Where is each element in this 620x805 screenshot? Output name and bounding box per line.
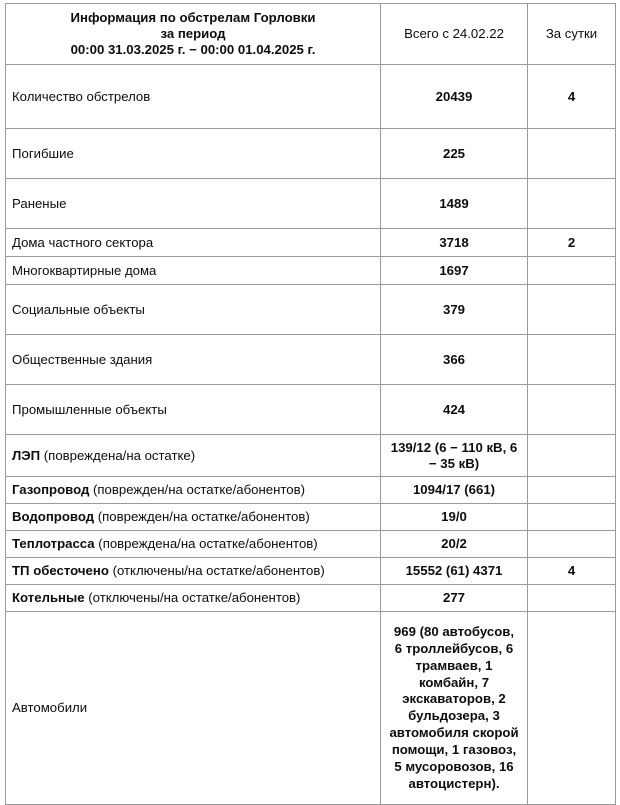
row-total-value: 379 [381, 285, 528, 335]
row-label: Промышленные объекты [6, 385, 381, 435]
table-row [6, 531, 616, 558]
row-total-value: 1094/17 (661) [381, 477, 528, 504]
header-title-line-1: Информация по обстрелам Горловки [70, 10, 316, 25]
row-per-day-value [528, 129, 616, 179]
table-row [6, 504, 616, 531]
row-label: Автомобили [6, 612, 381, 805]
row-label-qualifier: (повреждeн/на остатке/абонентов) [89, 482, 306, 498]
row-per-day-value: 4 [528, 65, 616, 129]
row-label [6, 504, 381, 531]
row-total-value: 3718 [381, 229, 528, 257]
row-per-day-value [528, 285, 616, 335]
row-label-qualifier: (отключены/на остатке/абонентов) [108, 563, 325, 579]
row-per-day-value [528, 612, 616, 805]
row-total-value: 19/0 [381, 504, 528, 531]
row-label-term: ТП обесточено [12, 563, 109, 579]
row-label: Погибшие [6, 129, 381, 179]
row-label-term: Газопровод [12, 482, 90, 498]
shelling-statistics-table [5, 3, 616, 805]
table-header-row [6, 4, 616, 65]
row-label: Дома частного сектора [6, 229, 381, 257]
table-row [6, 335, 616, 385]
row-label [6, 531, 381, 558]
header-title-line-2: за период [160, 26, 226, 42]
row-label-term: Водопровод [12, 509, 95, 525]
table-row [6, 229, 616, 257]
table-row [6, 477, 616, 504]
row-label [6, 558, 381, 585]
table-row [6, 385, 616, 435]
row-label: Количество обстрелов [6, 65, 381, 129]
row-per-day-value [528, 435, 616, 477]
row-total-value: 366 [381, 335, 528, 385]
header-total-column: Всего с 24.02.22 [381, 4, 528, 65]
row-per-day-value [528, 585, 616, 612]
table-row [6, 558, 616, 585]
row-label: Раненые [6, 179, 381, 229]
row-label-term: Теплотрасса [12, 536, 95, 552]
row-label: Социальные объекты [6, 285, 381, 335]
row-label [6, 585, 381, 612]
row-label-term: ЛЭП [12, 447, 41, 463]
row-per-day-value [528, 385, 616, 435]
row-label: Общественные здания [6, 335, 381, 385]
row-per-day-value [528, 477, 616, 504]
row-label-qualifier: (отключены/на остатке/абонентов) [84, 590, 301, 606]
row-per-day-value [528, 335, 616, 385]
table-row [6, 129, 616, 179]
row-per-day-value [528, 504, 616, 531]
table-row [6, 585, 616, 612]
row-total-value: 1697 [381, 257, 528, 285]
row-label-term: Котельные [12, 590, 85, 606]
header-per-day-column: За сутки [528, 4, 616, 65]
row-total-value: 1489 [381, 179, 528, 229]
row-total-value: 139/12 (6 − 110 кВ, 6 − 35 кВ) [381, 435, 528, 477]
header-title-cell [6, 4, 381, 65]
row-total-value: 15552 (61) 4371 [381, 558, 528, 585]
table-row [6, 179, 616, 229]
table-row [6, 612, 616, 805]
table-row [6, 65, 616, 129]
row-per-day-value: 2 [528, 229, 616, 257]
table-row [6, 435, 616, 477]
row-per-day-value [528, 531, 616, 558]
row-total-value: 20439 [381, 65, 528, 129]
table-row [6, 285, 616, 335]
row-label-qualifier: (повреждена/на остатке) [40, 447, 196, 463]
row-label [6, 477, 381, 504]
row-total-value: 20/2 [381, 531, 528, 558]
row-label-qualifier: (повреждeн/на остатке/абонентов) [94, 509, 310, 525]
row-total-value: 424 [381, 385, 528, 435]
row-label [6, 435, 381, 477]
row-per-day-value: 4 [528, 558, 616, 585]
row-per-day-value [528, 257, 616, 285]
row-total-value: 225 [381, 129, 528, 179]
row-total-value: 277 [381, 585, 528, 612]
table-row [6, 257, 616, 285]
row-per-day-value [528, 179, 616, 229]
header-title-line-3: 00:00 31.03.2025 г. − 00:00 01.04.2025 г. [70, 42, 316, 58]
row-label-qualifier: (повреждена/на остатке/абонентов) [94, 536, 318, 552]
row-label: Многоквартирные дома [6, 257, 381, 285]
row-total-value: 969 (80 автобусов, 6 троллейбусов, 6 трамваев, 1 комбайн, 7 экскаваторов, 2 бульдозера, 3 автомобиля скорой помощи, 1 газовоз, 5 мусоровозов, 16 автоцистерн). [381, 612, 528, 805]
